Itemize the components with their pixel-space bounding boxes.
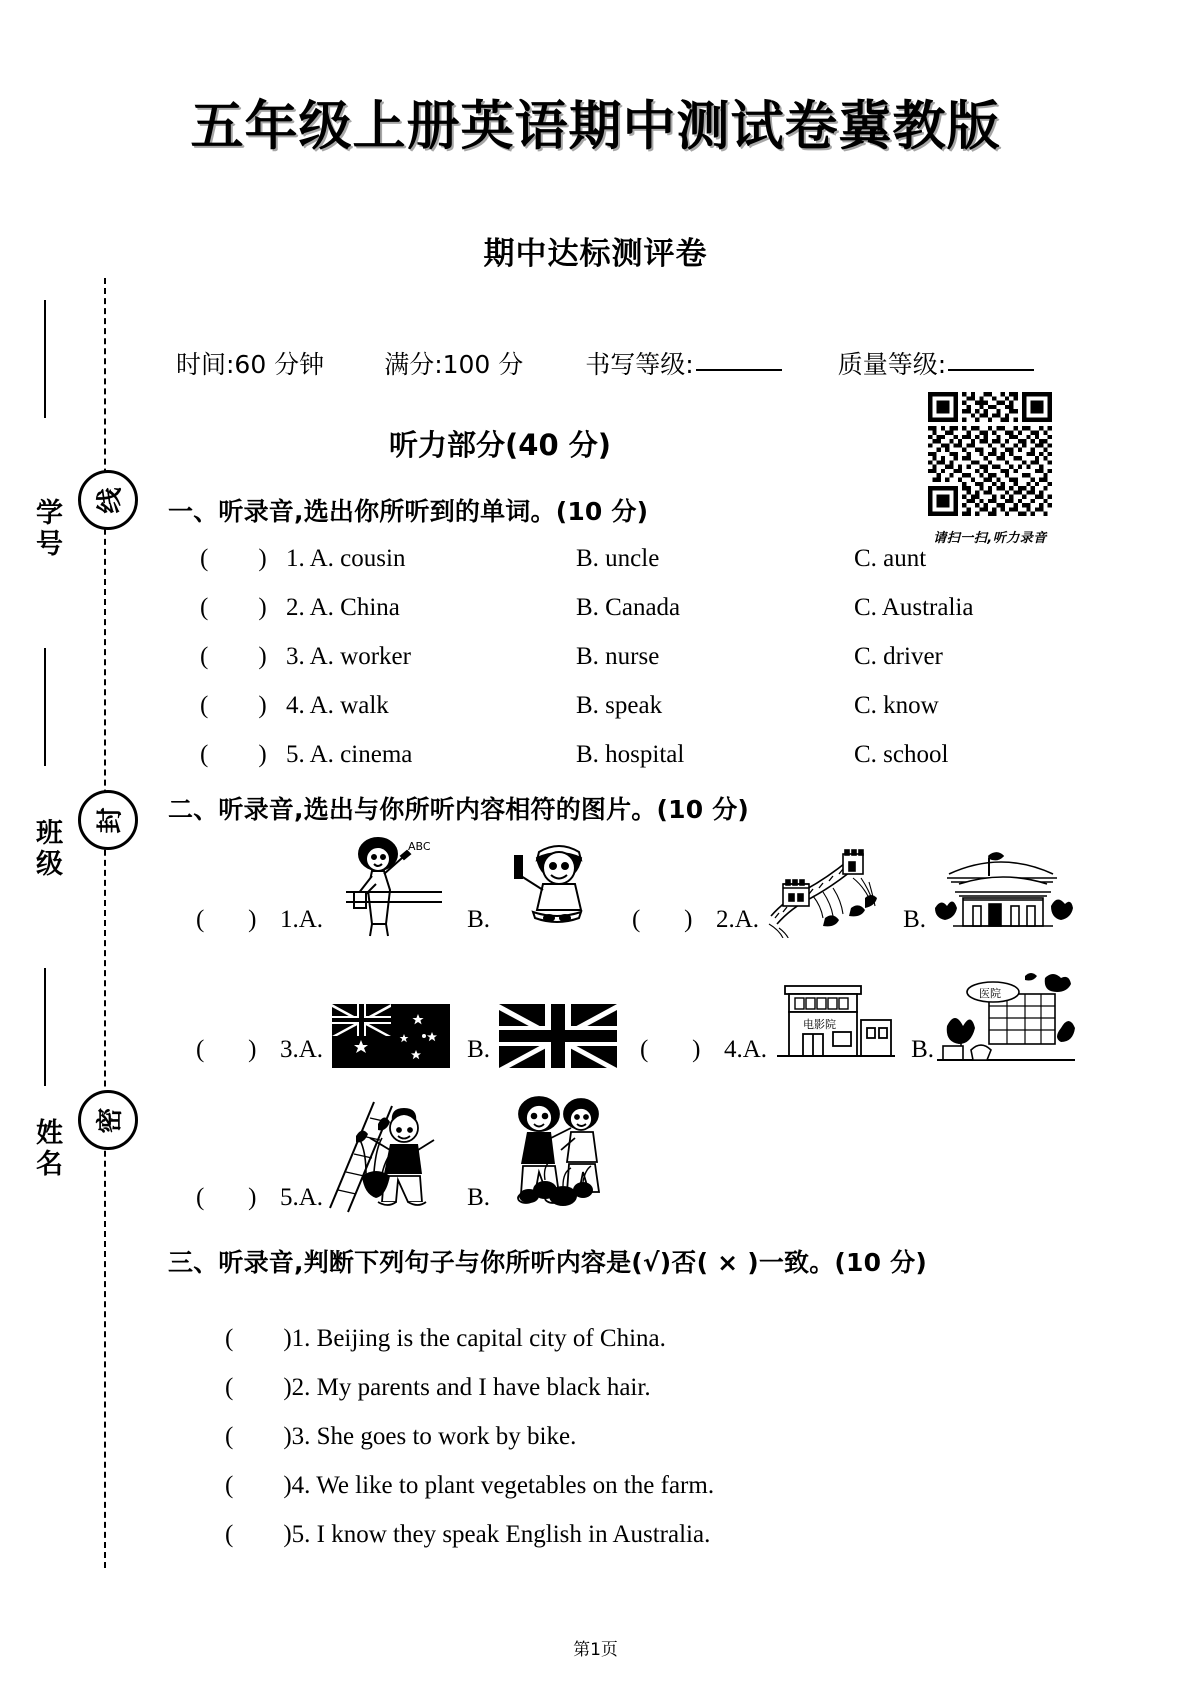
qr-code-block bbox=[920, 392, 1060, 546]
option-b-label: B. bbox=[467, 906, 490, 933]
exercise-1-title: 一、听录音,选出你所听到的单词。(10 分) bbox=[168, 497, 649, 526]
option-a-text: A. China bbox=[309, 594, 400, 621]
option-a-label: A. bbox=[742, 1036, 768, 1063]
plant-flowers-picture[interactable] bbox=[325, 1086, 457, 1216]
sentence-text: We like to plant vegetables on the farm. bbox=[316, 1472, 715, 1499]
option-a[interactable] bbox=[286, 594, 576, 622]
australia-flag-picture[interactable] bbox=[325, 960, 457, 1068]
qr-code[interactable] bbox=[928, 392, 1052, 516]
table-row bbox=[200, 1493, 1000, 1577]
quality-grade-label: 质量等级: bbox=[837, 350, 947, 379]
page-number: 第1页 bbox=[573, 1640, 618, 1660]
margin-label-student-id: 学号 bbox=[31, 498, 62, 560]
writing-grade-blank[interactable] bbox=[696, 368, 782, 371]
option-b[interactable]: B. nurse bbox=[576, 643, 660, 670]
item-number: 5. bbox=[291, 1521, 311, 1548]
nurse-picture[interactable] bbox=[492, 830, 624, 938]
option-b[interactable]: B. hospital bbox=[576, 741, 685, 768]
option-a[interactable] bbox=[286, 692, 576, 720]
quality-grade-field bbox=[838, 345, 1034, 381]
answer-bracket[interactable]: ( ) bbox=[640, 1036, 701, 1063]
exam-meta-row bbox=[176, 345, 1066, 381]
qr-caption: 请扫一扫,听力录音 bbox=[933, 531, 1047, 546]
seal-char-seal: 封 bbox=[95, 806, 126, 834]
item-number: 1. bbox=[291, 1325, 311, 1352]
option-a-label: A. bbox=[734, 906, 760, 933]
option-b-label: B. bbox=[467, 1036, 490, 1063]
answer-bracket[interactable]: ( ) bbox=[200, 545, 267, 572]
writing-grade-field bbox=[585, 345, 781, 381]
item-number: 1. bbox=[286, 545, 305, 572]
picture-question-row bbox=[196, 830, 1076, 938]
seal-char-line: 线 bbox=[95, 486, 126, 514]
exam-duration: 时间:60 分钟 bbox=[176, 350, 325, 379]
pick-vegetables-picture[interactable] bbox=[492, 1086, 624, 1216]
option-c[interactable]: C. Australia bbox=[854, 594, 974, 621]
hospital-sign-text: 医院 bbox=[979, 987, 1001, 1000]
item-number: 4. bbox=[286, 692, 305, 719]
margin-rule-top bbox=[44, 300, 46, 418]
option-a-text: A. cousin bbox=[309, 545, 406, 572]
tiananmen-picture[interactable] bbox=[928, 830, 1076, 938]
table-row bbox=[200, 692, 1060, 720]
svg-text:ABC: ABC bbox=[408, 840, 431, 853]
margin-rule-mid bbox=[44, 648, 46, 766]
uk-flag-picture[interactable] bbox=[492, 960, 624, 1068]
option-a[interactable] bbox=[286, 545, 576, 573]
option-b-label: B. bbox=[903, 906, 926, 933]
answer-bracket[interactable]: ( ) bbox=[225, 1325, 292, 1352]
seal-badge-seal bbox=[78, 790, 138, 850]
option-c[interactable]: C. know bbox=[854, 692, 939, 719]
option-c[interactable]: C. aunt bbox=[854, 545, 927, 572]
writing-grade-label: 书写等级: bbox=[585, 350, 694, 379]
cinema-picture[interactable] bbox=[769, 960, 901, 1068]
hospital-picture[interactable] bbox=[936, 960, 1076, 1068]
option-b-label: B. bbox=[467, 1184, 490, 1211]
picture-question-2 bbox=[632, 830, 1076, 938]
table-row bbox=[200, 643, 1060, 671]
quality-grade-blank[interactable] bbox=[948, 368, 1034, 371]
picture-question-3 bbox=[196, 960, 624, 1068]
page-subtitle: 期中达标测评卷 bbox=[483, 236, 708, 272]
listening-part-header: 听力部分(40 分) bbox=[389, 428, 611, 462]
cinema-sign-text: 电影院 bbox=[803, 1018, 837, 1031]
item-number: 1. bbox=[280, 906, 299, 933]
picture-question-5 bbox=[196, 1086, 624, 1216]
item-number: 2. bbox=[291, 1374, 311, 1401]
item-number: 5. bbox=[280, 1184, 299, 1211]
answer-bracket[interactable]: ( ) bbox=[225, 1374, 292, 1401]
item-number: 3. bbox=[291, 1423, 311, 1450]
picture-question-row bbox=[196, 1086, 1076, 1216]
option-b[interactable]: B. Canada bbox=[576, 594, 681, 621]
option-a[interactable] bbox=[286, 741, 576, 769]
picture-question-1 bbox=[196, 830, 624, 938]
answer-bracket[interactable]: ( ) bbox=[200, 692, 267, 719]
option-a-label: A. bbox=[298, 1184, 324, 1211]
exercise-3-title: 三、听录音,判断下列句子与你所听内容是(√)否( × )一致。(10 分) bbox=[168, 1248, 927, 1277]
answer-bracket[interactable]: ( ) bbox=[200, 594, 267, 621]
margin-label-name: 姓名 bbox=[31, 1118, 62, 1180]
answer-bracket[interactable]: ( ) bbox=[225, 1423, 292, 1450]
margin-rule-bottom bbox=[44, 968, 46, 1086]
item-number: 5. bbox=[286, 741, 305, 768]
sentence-text: Beijing is the capital city of China. bbox=[316, 1325, 666, 1352]
sentence-text: My parents and I have black hair. bbox=[316, 1374, 651, 1401]
item-number: 3. bbox=[286, 643, 305, 670]
option-b[interactable]: B. speak bbox=[576, 692, 663, 719]
answer-bracket[interactable]: ( ) bbox=[225, 1521, 292, 1548]
option-a[interactable] bbox=[286, 643, 576, 671]
answer-bracket[interactable]: ( ) bbox=[632, 906, 693, 933]
item-number: 2. bbox=[716, 906, 735, 933]
item-number: 2. bbox=[286, 594, 305, 621]
option-b-label: B. bbox=[911, 1036, 934, 1063]
answer-bracket[interactable]: ( ) bbox=[225, 1472, 292, 1499]
option-b[interactable]: B. uncle bbox=[576, 545, 660, 572]
option-a-label: A. bbox=[298, 1036, 324, 1063]
picture-question-4 bbox=[640, 960, 1076, 1068]
teacher-picture[interactable] bbox=[325, 830, 457, 938]
option-a-text: A. cinema bbox=[309, 741, 413, 768]
exercise-2-title: 二、听录音,选出与你所听内容相符的图片。(10 分) bbox=[168, 795, 750, 824]
exam-full-score: 满分:100 分 bbox=[384, 350, 524, 379]
table-row bbox=[200, 545, 1060, 573]
seal-badge-line bbox=[78, 470, 138, 530]
table-row bbox=[200, 594, 1060, 622]
option-c[interactable]: C. driver bbox=[854, 643, 943, 670]
sentence-text: I know they speak English in Australia. bbox=[316, 1521, 711, 1548]
option-a-label: A. bbox=[298, 906, 324, 933]
answer-bracket[interactable]: ( ) bbox=[196, 1184, 257, 1211]
option-a-text: A. worker bbox=[309, 643, 411, 670]
item-number: 3. bbox=[280, 1036, 299, 1063]
page-title: 五年级上册英语期中测试卷冀教版 bbox=[190, 96, 1001, 157]
item-number: 4. bbox=[291, 1472, 311, 1499]
answer-bracket[interactable]: ( ) bbox=[200, 643, 267, 670]
answer-bracket[interactable]: ( ) bbox=[196, 1036, 257, 1063]
sentence-text: She goes to work by bike. bbox=[316, 1423, 577, 1450]
great-wall-picture[interactable] bbox=[761, 830, 893, 938]
option-a-text: A. walk bbox=[309, 692, 389, 719]
seal-char-secret: 密 bbox=[95, 1106, 126, 1134]
margin-label-class: 班级 bbox=[31, 818, 62, 880]
picture-question-row bbox=[196, 960, 1076, 1068]
option-c[interactable]: C. school bbox=[854, 741, 949, 768]
seal-badge-secret bbox=[78, 1090, 138, 1150]
answer-bracket[interactable]: ( ) bbox=[196, 906, 257, 933]
item-number: 4. bbox=[724, 1036, 743, 1063]
answer-bracket[interactable]: ( ) bbox=[200, 741, 267, 768]
table-row bbox=[200, 741, 1060, 769]
